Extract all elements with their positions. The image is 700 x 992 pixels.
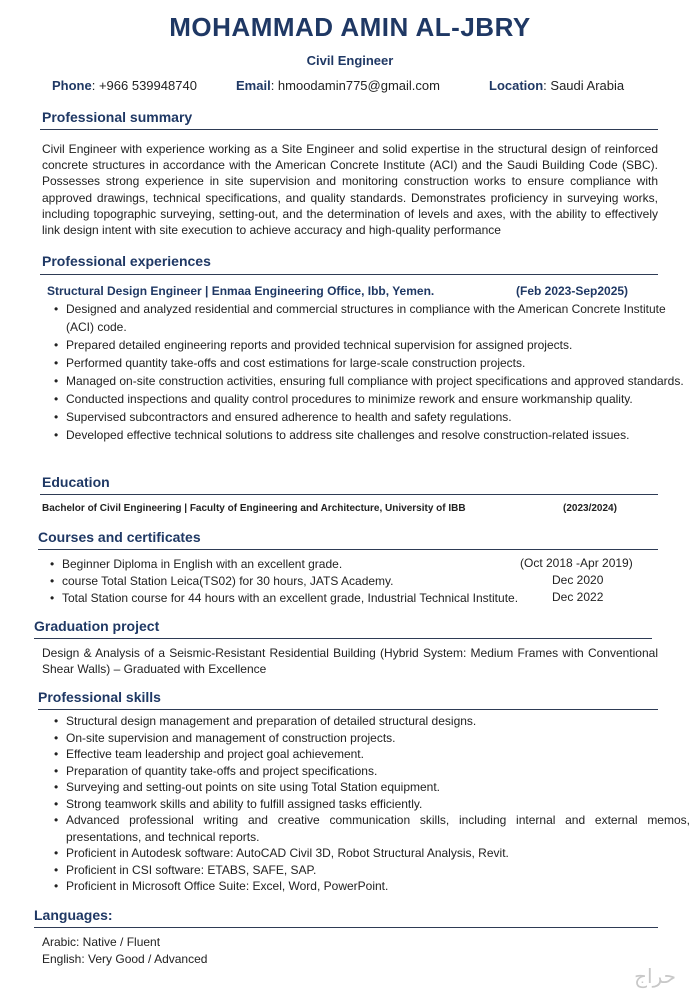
skill-item: • Surveying and setting-out points on site using Total Station equipment. [52, 779, 690, 796]
skill-item: • Advanced professional writing and creative communication skills, including internal and external memos, presentations, and technical reports. [52, 812, 690, 845]
summary-divider [40, 129, 658, 130]
skills-divider [38, 709, 658, 710]
email-value: : hmoodamin775@gmail.com [270, 78, 440, 93]
skill-item: • Preparation of quantity take-offs and project specifications. [52, 763, 690, 780]
education-degree: Bachelor of Civil Engineering | Faculty of Engineering and Architecture, University of IBB [42, 503, 466, 514]
experience-item: • Developed effective technical solutions to address site challenges and resolve construction-related issues. [52, 426, 694, 444]
courses-heading: Courses and certificates [38, 529, 201, 545]
skill-item: • Proficient in CSI software: ETABS, SAFE, SAP. [52, 862, 690, 879]
skill-item: • Structural design management and preparation of detailed structural designs. [52, 713, 690, 730]
contact-phone [52, 78, 197, 93]
candidate-name: MOHAMMAD AMIN AL-JBRY [169, 12, 531, 42]
experience-heading: Professional experiences [42, 253, 211, 269]
course-date: (Oct 2018 -Apr 2019) [520, 556, 633, 570]
graduation-text: Design & Analysis of a Seismic-Resistant Residential Building (Hybrid System: Medium Frames with Conventional Shear Walls) – Graduated with Excellence [42, 646, 658, 677]
experience-item: • Designed and analyzed residential and commercial structures in compliance with the American Concrete Institute (ACI) code. [52, 300, 694, 336]
language-item: English: Very Good / Advanced [42, 952, 208, 966]
education-dates: (2023/2024) [563, 503, 617, 514]
languages-divider [34, 927, 658, 928]
skill-item: • Proficient in Autodesk software: AutoCAD Civil 3D, Robot Structural Analysis, Revit. [52, 845, 690, 862]
course-item: • Total Station course for 44 hours with an excellent grade, Industrial Technical Institute. [48, 590, 518, 607]
skill-item: • Proficient in Microsoft Office Suite: Excel, Word, PowerPoint. [52, 878, 690, 895]
phone-label: Phone [52, 78, 92, 93]
languages-heading: Languages: [34, 907, 113, 923]
job-dates: (Feb 2023-Sep2025) [516, 284, 629, 298]
skills-heading: Professional skills [38, 689, 161, 705]
course-item: • course Total Station Leica(TS02) for 30 hours, JATS Academy. [48, 573, 518, 590]
graduation-divider [34, 638, 652, 639]
contact-location [489, 78, 624, 93]
experience-item: • Conducted inspections and quality control procedures to minimize rework and ensure workmanship quality. [52, 390, 694, 408]
courses-divider [38, 549, 658, 550]
education-heading: Education [42, 474, 110, 490]
graduation-heading: Graduation project [34, 618, 160, 634]
experience-divider [40, 274, 658, 275]
experience-list [52, 300, 694, 444]
language-item: Arabic: Native / Fluent [42, 935, 161, 949]
contact-email [236, 78, 440, 93]
job-role: Structural Design Engineer | Enmaa Engineering Office, Ibb, Yemen. [47, 284, 435, 298]
course-date: Dec 2022 [552, 590, 604, 604]
job-title: Civil Engineer [306, 53, 394, 68]
experience-item: • Prepared detailed engineering reports and provided technical supervision for assigned projects. [52, 336, 694, 354]
skill-item: • Strong teamwork skills and ability to fulfill assigned tasks efficiently. [52, 796, 690, 813]
summary-text: Civil Engineer with experience working as a Site Engineer and solid expertise in the structural design of reinforced concrete structures in accordance with the American Concrete Institute (ACI) and the Saudi Building Code (SBC). Possesses strong experience in site supervision and monitoring construction works to ensure compliance with approved drawings, technical specifications, and quality standards. Demonstrates proficiency in surveying works, including topographic surveying, setting-out, and the determination of levels and axes, with the ability to effectively link design intent with site execution to achieve accuracy and high-quality performance [42, 142, 658, 238]
skills-list [52, 713, 690, 895]
course-date: Dec 2020 [552, 573, 604, 587]
experience-item: • Supervised subcontractors and ensured adherence to health and safety regulations. [52, 408, 694, 426]
education-divider [40, 494, 658, 495]
location-value: : Saudi Arabia [543, 78, 625, 93]
experience-item: • Performed quantity take-offs and cost estimations for large-scale construction projects. [52, 354, 694, 372]
email-label: Email [236, 78, 271, 93]
course-item: • Beginner Diploma in English with an excellent grade. [48, 556, 518, 573]
location-label: Location [489, 78, 544, 93]
experience-item: • Managed on-site construction activities, ensuring full compliance with project specifications and approved standards. [52, 372, 694, 390]
watermark-logo: حراج [634, 964, 676, 988]
courses-list [48, 556, 518, 607]
skill-item: • On-site supervision and management of construction projects. [52, 730, 690, 747]
skill-item: • Effective team leadership and project goal achievement. [52, 746, 690, 763]
phone-value: : +966 539948740 [91, 78, 197, 93]
summary-heading: Professional summary [42, 109, 193, 125]
